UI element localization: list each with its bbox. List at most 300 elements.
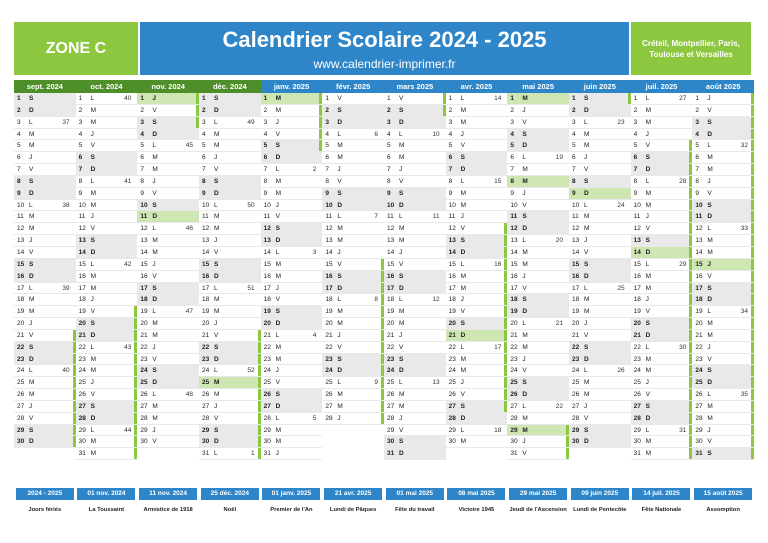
day-number: 24 [325,367,333,375]
day-cell [569,223,631,235]
week-number: 21 [555,320,563,328]
day-cell [76,188,138,200]
day-letter: D [645,166,651,174]
day-letter: M [152,402,158,410]
day-number: 3 [387,118,391,126]
day-number: 16 [448,272,456,280]
day-number: 21 [448,331,456,339]
day-letter: L [707,308,711,316]
day-cell [692,413,754,425]
day-cell [261,365,323,377]
day-number: 29 [78,426,86,434]
day-number: 9 [572,189,576,197]
month-column [14,80,76,483]
day-cell [631,448,693,460]
day-letter: S [707,201,712,209]
day-letter: M [707,154,713,162]
day-number: 25 [695,379,703,387]
day-cell [199,93,261,105]
day-letter: M [214,213,220,221]
academies-line-2: Toulouse et Versailles [649,49,733,59]
day-cell [322,294,384,306]
day-cell [507,436,569,448]
day-cell [446,413,508,425]
day-letter: M [152,154,158,162]
day-cell [76,105,138,117]
day-cell [14,235,76,247]
day-letter: S [337,189,342,197]
day-number: 26 [633,391,641,399]
day-letter: M [275,260,282,268]
day-cell [631,401,693,413]
day-letter: S [584,177,589,185]
day-cell [76,271,138,283]
day-letter: L [522,154,526,162]
day-number: 4 [633,130,638,138]
day-number: 5 [17,142,21,150]
day-cell [199,105,261,117]
day-letter: D [275,237,281,245]
day-letter: M [90,106,97,114]
month-header: juin 2025 [569,80,631,93]
day-number: 19 [572,308,580,316]
day-letter: M [584,213,590,221]
holiday-name: La Toussaint [88,507,125,513]
day-number: 27 [140,402,148,410]
day-number: 17 [695,284,703,292]
day-cell [199,306,261,318]
day-cell [261,259,323,271]
day-number: 10 [17,201,25,209]
day-cell [76,259,138,271]
day-number: 8 [448,177,453,185]
day-cell [76,342,138,354]
day-letter: L [522,237,526,245]
day-cell [384,318,446,330]
day-letter: J [707,260,711,268]
holiday-date: 21 avr. 2025 [324,488,382,500]
day-letter: J [522,272,526,280]
day-number: 1 [572,95,576,102]
day-cell [76,140,138,152]
day-number: 10 [78,201,86,209]
day-number: 20 [572,320,580,328]
day-letter: M [90,438,97,446]
day-number: 12 [78,225,86,233]
day-letter: V [214,248,219,256]
day-cell [199,342,261,354]
day-cell [384,235,446,247]
day-number: 7 [202,166,206,174]
day-letter: M [152,166,158,174]
day-letter: J [29,320,33,328]
day-cell [384,259,446,271]
holiday-name: Premier de l'An [270,507,313,513]
day-cell [199,436,261,448]
day-letter: D [584,106,589,114]
day-number: 23 [448,355,456,363]
day-cell [446,200,508,212]
day-cell [137,354,199,366]
day-cell [76,223,138,235]
week-number: 52 [247,367,255,375]
day-number: 8 [572,177,576,185]
day-cell [384,436,446,448]
day-cell [137,413,199,425]
day-cell [14,140,76,152]
day-letter: V [29,414,34,422]
day-number: 5 [448,142,453,150]
day-number: 15 [572,260,580,268]
day-cell [261,354,323,366]
day-letter: M [29,391,35,399]
day-cell [692,117,754,129]
day-cell [322,377,384,389]
day-cell [446,365,508,377]
day-cell [446,105,508,117]
day-letter: J [522,355,526,363]
day-number: 1 [140,95,144,102]
day-cell [631,129,693,141]
day-number: 20 [140,320,148,328]
day-letter: V [399,343,404,351]
day-number: 6 [510,154,514,162]
day-letter: J [707,426,711,434]
day-letter: V [522,118,527,126]
day-number: 16 [17,272,25,280]
day-cell [76,306,138,318]
day-letter: D [460,166,466,174]
day-number: 19 [510,308,518,316]
day-number: 25 [263,379,271,387]
day-cell [631,306,693,318]
day-cell [322,389,384,401]
day-letter: S [645,154,650,162]
day-letter: L [275,414,280,422]
day-cell [507,105,569,117]
day-cell [322,117,384,129]
week-number: 14 [494,95,502,102]
day-cell [322,129,384,141]
day-cell [507,401,569,413]
day-letter: V [337,95,342,102]
day-cell [14,389,76,401]
holiday-date: 01 janv. 2025 [262,488,320,500]
day-number: 31 [78,450,86,458]
day-cell [384,129,446,141]
day-number: 17 [17,284,25,292]
day-letter: M [645,118,652,126]
day-letter: V [460,308,465,316]
day-cell [384,413,446,425]
day-letter: S [399,438,404,446]
day-cell [322,306,384,318]
day-number: 18 [325,296,333,304]
day-number: 25 [572,379,580,387]
day-number: 12 [17,225,25,233]
day-cell [76,200,138,212]
day-cell [76,413,138,425]
day-cell [569,330,631,342]
day-number: 17 [202,284,210,292]
day-number: 22 [695,343,703,351]
months-grid [14,80,754,483]
day-cell [137,294,199,306]
day-letter: S [399,106,404,114]
holiday-item [694,488,752,516]
day-letter: L [399,296,403,304]
day-number: 15 [202,260,210,268]
day-number: 31 [510,450,518,458]
day-number: 1 [387,95,391,102]
holiday-item [139,488,197,516]
day-number: 7 [510,166,514,174]
day-cell [692,377,754,389]
day-cell [322,200,384,212]
day-cell [76,294,138,306]
week-number: 43 [124,343,132,351]
month-header: avr. 2025 [446,80,508,93]
day-cell [446,294,508,306]
day-letter: M [707,166,713,174]
day-letter: D [645,414,651,422]
day-cell [384,330,446,342]
day-cell [692,152,754,164]
day-cell [14,223,76,235]
day-number: 20 [263,320,271,328]
day-number: 27 [263,402,271,410]
day-number: 28 [17,414,25,422]
day-number: 9 [202,189,206,197]
day-cell [384,283,446,295]
day-letter: D [214,189,219,197]
day-cell [692,140,754,152]
day-number: 7 [695,166,699,174]
day-letter: J [337,248,341,256]
week-number: 38 [62,201,70,209]
day-number: 3 [263,118,268,126]
day-cell [199,247,261,259]
day-letter: M [90,272,97,280]
day-cell [199,389,261,401]
day-letter: J [214,237,218,245]
day-cell [631,93,693,105]
day-number: 11 [140,213,148,221]
day-cell [137,283,199,295]
day-cell [384,425,446,437]
day-number: 5 [695,142,699,150]
holiday-date: 29 mai 2025 [509,488,567,500]
day-cell [569,425,631,437]
day-number: 5 [325,142,329,150]
day-number: 27 [78,402,86,410]
day-letter: M [337,391,343,399]
day-number: 7 [263,166,268,174]
week-number: 48 [185,391,193,399]
day-letter: J [645,296,649,304]
day-number: 12 [325,225,333,233]
day-letter: J [152,343,156,351]
day-cell [569,235,631,247]
day-cell [322,152,384,164]
day-cell [137,365,199,377]
week-number: 51 [247,284,255,292]
day-number: 11 [448,213,456,221]
day-cell [569,164,631,176]
day-cell [507,306,569,318]
day-cell [507,413,569,425]
day-letter: V [645,225,650,233]
day-cell [384,211,446,223]
day-letter: L [399,213,403,221]
day-number: 8 [140,177,144,185]
day-cell [507,342,569,354]
day-number: 16 [325,272,333,280]
day-letter: L [214,284,218,292]
page-title: Calendrier Scolaire 2024 - 2025 [222,27,547,52]
day-letter: M [275,106,282,114]
day-letter: D [90,166,96,174]
day-letter: M [90,201,97,209]
day-cell [199,164,261,176]
day-letter: D [584,189,589,197]
day-letter: V [399,177,404,185]
week-number: 10 [432,130,440,138]
day-cell [384,365,446,377]
month-column [199,80,261,483]
day-number: 26 [510,391,518,399]
day-letter: D [584,272,589,280]
day-letter: J [584,402,588,410]
day-number: 29 [695,426,703,434]
day-letter: S [90,402,95,410]
day-number: 21 [202,331,210,339]
day-letter: S [584,95,589,102]
day-number: 9 [510,189,514,197]
day-letter: D [90,248,96,256]
day-cell [199,283,261,295]
day-number: 6 [387,154,391,162]
day-cell [14,164,76,176]
day-letter: L [152,142,156,150]
day-number: 3 [510,118,514,126]
day-cell [322,211,384,223]
day-cell [446,425,508,437]
day-cell [692,389,754,401]
day-cell [631,176,693,188]
day-number: 1 [325,95,329,102]
day-number: 13 [448,237,456,245]
day-letter: J [90,130,94,138]
day-cell [199,271,261,283]
day-cell [631,259,693,271]
day-number: 10 [202,201,210,209]
day-letter: M [584,130,590,138]
month-column [384,80,446,483]
week-number: 50 [247,201,255,209]
day-letter: V [337,260,342,268]
day-letter: D [399,450,404,458]
day-cell [137,247,199,259]
day-letter: S [584,343,589,351]
holiday-name: Lundi de Pâques [329,507,377,513]
day-cell [137,389,199,401]
day-number: 1 [263,95,268,102]
day-letter: D [214,438,219,446]
day-cell [507,117,569,129]
day-letter: V [29,166,34,174]
day-letter: M [522,343,528,351]
day-cell [199,140,261,152]
day-number: 18 [202,296,210,304]
day-letter: M [707,248,713,256]
day-letter: J [337,166,341,174]
day-cell [261,377,323,389]
day-number: 14 [448,248,456,256]
day-letter: V [399,426,404,434]
day-number: 15 [325,260,333,268]
day-number: 11 [633,213,641,221]
day-cell [14,152,76,164]
day-number: 30 [448,438,456,446]
day-cell [384,354,446,366]
day-number: 17 [448,284,456,292]
day-cell [322,271,384,283]
day-letter: D [707,379,713,387]
day-cell [14,259,76,271]
day-letter: S [275,225,280,233]
day-cell [261,176,323,188]
day-cell [199,330,261,342]
day-number: 17 [387,284,395,292]
day-number: 4 [510,130,514,138]
day-number: 26 [387,391,395,399]
day-cell [76,425,138,437]
day-number: 13 [263,237,271,245]
day-number: 19 [448,308,456,316]
day-letter: V [399,95,404,102]
day-number: 13 [78,237,86,245]
day-number: 17 [633,284,641,292]
day-cell [261,140,323,152]
day-cell [322,413,384,425]
day-number: 19 [17,308,25,316]
day-letter: S [460,320,465,328]
day-letter: M [275,355,282,363]
week-number: 40 [62,367,70,375]
day-cell [692,306,754,318]
day-cell [507,330,569,342]
day-letter: S [90,237,95,245]
day-cell [569,152,631,164]
holiday-name: Noël [223,507,237,513]
day-cell [692,365,754,377]
day-letter: V [584,331,589,339]
day-number: 28 [448,414,456,422]
day-letter: M [584,142,590,150]
day-letter: L [337,213,341,221]
day-number: 23 [263,355,271,363]
day-letter: V [214,414,219,422]
day-letter: J [152,177,156,185]
day-number: 8 [17,177,21,185]
week-number: 45 [185,142,193,150]
day-number: 13 [202,237,210,245]
day-cell [631,413,693,425]
day-letter: S [214,260,219,268]
day-letter: L [399,379,403,387]
site-url[interactable]: www.calendrier-imprimer.fr [313,57,456,71]
